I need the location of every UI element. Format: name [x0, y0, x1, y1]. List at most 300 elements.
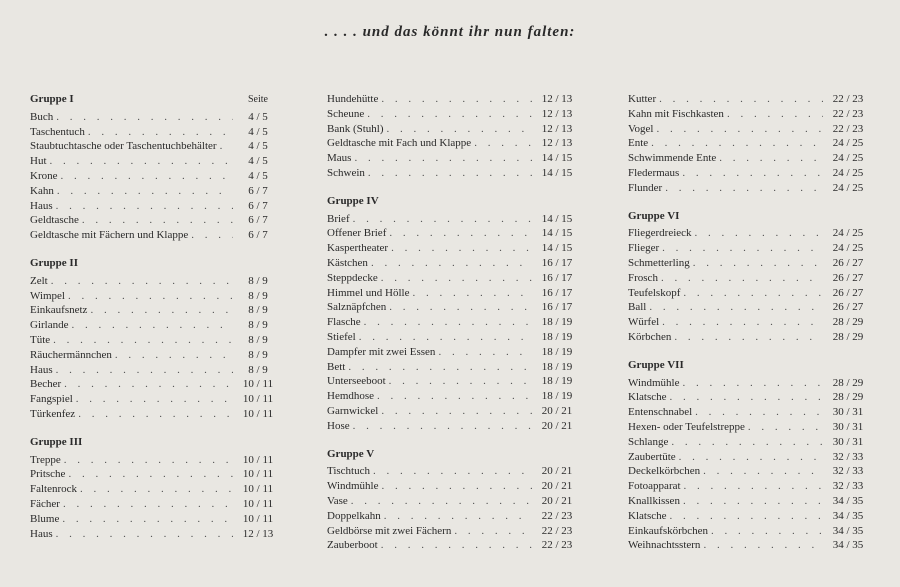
- index-entry: [628, 286, 870, 301]
- index-entry: [30, 213, 280, 228]
- entry-pages: 28 / 29: [832, 391, 864, 404]
- dot-leader: [693, 256, 823, 271]
- group-title: Gruppe VI: [628, 209, 680, 222]
- index-entry: [30, 139, 280, 154]
- index-entry: [30, 289, 280, 304]
- entry-pages: 12 / 13: [541, 122, 573, 135]
- entry-name: Kahn mit Fischkasten: [628, 107, 724, 120]
- entry-name: Bett: [327, 360, 346, 373]
- entry-pages: 34 / 35: [832, 524, 864, 537]
- index-entry: [628, 405, 870, 420]
- index-entry: [327, 315, 579, 330]
- dot-leader: [674, 330, 823, 345]
- dot-leader: [389, 226, 532, 241]
- index-entry: [30, 527, 280, 542]
- entry-pages: 20 / 21: [541, 404, 573, 417]
- entry-name: Windmühle: [327, 480, 379, 493]
- entry-pages: 18 / 19: [541, 390, 573, 403]
- dot-leader: [387, 122, 532, 137]
- entry-pages: 10 / 11: [242, 378, 274, 391]
- dot-leader: [71, 318, 233, 333]
- dot-leader: [57, 184, 233, 199]
- entry-pages: 22 / 23: [541, 524, 573, 537]
- index-entry: [30, 199, 280, 214]
- group-heading: [30, 435, 280, 450]
- group-heading: [628, 358, 870, 373]
- entry-name: Staubtuchtasche oder Taschentuchbehälter: [30, 140, 217, 153]
- entry-pages: 10 / 11: [242, 512, 274, 525]
- entry-pages: 18 / 19: [541, 345, 573, 358]
- dot-leader: [115, 348, 233, 363]
- entry-name: Haus: [30, 527, 53, 540]
- index-entry: [30, 184, 280, 199]
- entry-pages: 8 / 9: [248, 289, 268, 302]
- entry-name: Fliegerdreieck: [628, 227, 692, 240]
- entry-pages: 34 / 35: [832, 509, 864, 522]
- entry-name: Haus: [30, 363, 53, 376]
- index-entry: [628, 181, 870, 196]
- entry-pages: 18 / 19: [541, 316, 573, 329]
- dot-leader: [56, 527, 233, 542]
- index-entry: [628, 450, 870, 465]
- entry-name: Taschentuch: [30, 125, 85, 138]
- index-entry: [327, 226, 579, 241]
- index-entry: [327, 212, 579, 227]
- index-entry: [628, 136, 870, 151]
- entry-pages: 14 / 15: [541, 227, 573, 240]
- entry-name: Himmel und Hölle: [327, 286, 410, 299]
- dot-leader: [384, 509, 532, 524]
- dot-leader: [703, 538, 823, 553]
- entry-name: Frosch: [628, 271, 658, 284]
- group-heading: [327, 447, 579, 462]
- dot-leader: [351, 494, 532, 509]
- index-entry: [327, 479, 579, 494]
- index-entry: [327, 374, 579, 389]
- index-entry: [327, 300, 579, 315]
- index-entry: [30, 453, 280, 468]
- entry-name: Körbchen: [628, 330, 672, 343]
- entry-name: Schwein: [327, 166, 365, 179]
- index-entry: [327, 494, 579, 509]
- index-entry: [628, 271, 870, 286]
- entry-name: Unterseeboot: [327, 375, 386, 388]
- entry-name: Zauberboot: [327, 539, 378, 552]
- index-entry: [628, 166, 870, 181]
- entry-pages: 10 / 11: [242, 497, 274, 510]
- index-entry: [30, 392, 280, 407]
- seite-label: Seite: [248, 94, 268, 105]
- entry-name: Brief: [327, 212, 350, 225]
- entry-name: Wimpel: [30, 289, 65, 302]
- entry-name: Pritsche: [30, 468, 66, 481]
- entry-name: Tüte: [30, 333, 51, 346]
- entry-pages: 12 / 13: [242, 527, 274, 540]
- index-entry: [327, 286, 579, 301]
- dot-leader: [695, 226, 823, 241]
- dot-leader: [474, 136, 532, 151]
- dot-leader: [353, 212, 532, 227]
- entry-pages: 6 / 7: [248, 184, 268, 197]
- entry-name: Kutter: [628, 93, 657, 105]
- index-entry: [327, 271, 579, 286]
- dot-leader: [78, 407, 233, 422]
- index-entry: [628, 151, 870, 166]
- entry-pages: 20 / 21: [541, 419, 573, 432]
- entry-pages: 12 / 13: [541, 93, 573, 105]
- entry-name: Geldtasche: [30, 214, 79, 227]
- entry-name: Schwimmende Ente: [628, 152, 717, 165]
- index-entry: [628, 122, 870, 137]
- dot-leader: [389, 300, 532, 315]
- entry-name: Hundehütte: [327, 93, 379, 105]
- index-entry: [30, 333, 280, 348]
- page-title: . . . . und das könnt ihr nun falten:: [324, 24, 576, 40]
- entry-pages: 8 / 9: [248, 274, 268, 287]
- index-entry: [628, 524, 870, 539]
- entry-pages: 26 / 27: [832, 301, 864, 314]
- dot-leader: [649, 300, 823, 315]
- entry-pages: 22 / 23: [541, 539, 573, 552]
- index-entry: [628, 315, 870, 330]
- dot-leader: [80, 482, 233, 497]
- entry-pages: 8 / 9: [248, 304, 268, 317]
- dot-leader: [348, 360, 532, 375]
- index-column-1: [30, 92, 280, 541]
- entry-name: Kästchen: [327, 256, 368, 269]
- entry-pages: 16 / 17: [541, 256, 573, 269]
- dot-leader: [191, 228, 233, 243]
- index-entry: [628, 479, 870, 494]
- group-title: Gruppe V: [327, 447, 375, 460]
- entry-pages: 24 / 25: [832, 242, 864, 255]
- index-entry: [30, 228, 280, 243]
- dot-leader: [62, 512, 233, 527]
- dot-leader: [371, 256, 532, 271]
- dot-leader: [682, 166, 823, 181]
- entry-pages: 8 / 9: [248, 319, 268, 332]
- entry-pages: 34 / 35: [832, 539, 864, 552]
- index-entry: [30, 110, 280, 125]
- dot-leader: [354, 151, 532, 166]
- dot-leader: [683, 494, 823, 509]
- index-entry: [30, 512, 280, 527]
- dot-leader: [68, 467, 233, 482]
- entry-name: Hemdhose: [327, 390, 375, 403]
- index-entry: [327, 404, 579, 419]
- dot-leader: [669, 509, 823, 524]
- entry-pages: 24 / 25: [832, 166, 864, 179]
- index-entry: [30, 125, 280, 140]
- index-entry: [30, 467, 280, 482]
- entry-pages: 4 / 5: [248, 140, 268, 153]
- index-entry: [327, 166, 579, 181]
- dot-leader: [61, 169, 234, 184]
- entry-pages: 24 / 25: [832, 181, 864, 194]
- group-title: Gruppe II: [30, 256, 78, 269]
- entry-name: Schlange: [628, 435, 669, 448]
- dot-leader: [76, 392, 233, 407]
- entry-name: Offener Brief: [327, 227, 387, 240]
- dot-leader: [68, 289, 233, 304]
- entry-pages: 30 / 31: [832, 420, 864, 433]
- dot-leader: [56, 199, 233, 214]
- index-entry: [30, 348, 280, 363]
- group-heading: [628, 209, 870, 224]
- entry-pages: 10 / 11: [242, 468, 274, 481]
- dot-leader: [703, 464, 823, 479]
- dot-leader: [373, 464, 532, 479]
- entry-pages: 32 / 33: [832, 465, 864, 478]
- entry-name: Türkenfez: [30, 407, 76, 420]
- entry-pages: 22 / 23: [832, 122, 864, 135]
- index-entry: [628, 226, 870, 241]
- entry-name: Fächer: [30, 497, 60, 510]
- dot-leader: [665, 181, 823, 196]
- entry-name: Faltenrock: [30, 483, 78, 496]
- dot-leader: [391, 241, 532, 256]
- index-entry: [327, 524, 579, 539]
- dot-leader: [661, 271, 823, 286]
- entry-pages: 22 / 23: [541, 509, 573, 522]
- entry-name: Tischtuch: [327, 465, 370, 478]
- entry-name: Einkaufskörbchen: [628, 524, 709, 537]
- entry-name: Fangspiel: [30, 393, 73, 406]
- entry-pages: 12 / 13: [541, 107, 573, 120]
- dot-leader: [220, 139, 233, 154]
- entry-pages: 10 / 11: [242, 407, 274, 420]
- index-entry: [327, 345, 579, 360]
- index-entry: [30, 377, 280, 392]
- index-entry: [327, 107, 579, 122]
- dot-leader: [381, 92, 532, 107]
- index-entry: [327, 136, 579, 151]
- entry-pages: 32 / 33: [832, 450, 864, 463]
- entry-pages: 34 / 35: [832, 494, 864, 507]
- entry-name: Blume: [30, 512, 60, 525]
- dot-leader: [413, 286, 533, 301]
- dot-leader: [50, 154, 234, 169]
- entry-pages: 26 / 27: [832, 256, 864, 269]
- dot-leader: [656, 122, 823, 137]
- dot-leader: [364, 315, 532, 330]
- index-entry: [628, 464, 870, 479]
- entry-pages: 4 / 5: [248, 125, 268, 138]
- entry-pages: 4 / 5: [248, 110, 268, 123]
- index-entry: [327, 256, 579, 271]
- dot-leader: [56, 363, 233, 378]
- index-entry: [30, 169, 280, 184]
- entry-name: Zaubertüte: [628, 450, 676, 463]
- entry-name: Vase: [327, 494, 348, 507]
- entry-name: Becher: [30, 378, 62, 391]
- entry-pages: 20 / 21: [541, 494, 573, 507]
- dot-leader: [90, 303, 233, 318]
- dot-leader: [719, 151, 823, 166]
- entry-name: Kaspertheater: [327, 242, 389, 255]
- index-entry: [628, 390, 870, 405]
- entry-name: Hut: [30, 155, 47, 168]
- dot-leader: [389, 374, 532, 389]
- entry-name: Kahn: [30, 184, 54, 197]
- entry-name: Flieger: [628, 242, 660, 255]
- index-entry: [30, 363, 280, 378]
- entry-pages: 32 / 33: [832, 480, 864, 493]
- index-entry: [327, 151, 579, 166]
- entry-pages: 22 / 23: [832, 93, 864, 105]
- entry-name: Windmühle: [628, 376, 680, 389]
- entry-name: Doppelkahn: [327, 509, 381, 522]
- index-entry: [327, 389, 579, 404]
- entry-pages: 6 / 7: [248, 214, 268, 227]
- entry-name: Maus: [327, 152, 352, 165]
- entry-name: Ball: [628, 301, 647, 314]
- entry-pages: 16 / 17: [541, 301, 573, 314]
- entry-pages: 4 / 5: [248, 169, 268, 182]
- index-column-3: [628, 92, 870, 553]
- entry-pages: 16 / 17: [541, 286, 573, 299]
- dot-leader: [64, 453, 233, 468]
- dot-leader: [683, 376, 824, 391]
- dot-leader: [88, 125, 233, 140]
- index-entry: [628, 494, 870, 509]
- index-entry: [327, 464, 579, 479]
- entry-pages: 10 / 11: [242, 453, 274, 466]
- entry-pages: 16 / 17: [541, 271, 573, 284]
- group-title: Gruppe I: [30, 93, 74, 105]
- dot-leader: [671, 435, 823, 450]
- entry-name: Räuchermännchen: [30, 348, 112, 361]
- entry-pages: 8 / 9: [248, 348, 268, 361]
- dot-leader: [56, 110, 233, 125]
- entry-pages: 14 / 15: [541, 242, 573, 255]
- entry-pages: 24 / 25: [832, 137, 864, 150]
- entry-name: Steppdecke: [327, 271, 378, 284]
- entry-name: Geldtasche mit Fach und Klappe: [327, 137, 472, 150]
- entry-pages: 10 / 11: [242, 483, 274, 496]
- dot-leader: [711, 524, 823, 539]
- entry-pages: 30 / 31: [832, 406, 864, 419]
- entry-pages: 6 / 7: [248, 199, 268, 212]
- dot-leader: [695, 405, 823, 420]
- dot-leader: [662, 315, 823, 330]
- entry-name: Klatsche: [628, 509, 667, 522]
- entry-pages: 18 / 19: [541, 360, 573, 373]
- entry-pages: 30 / 31: [832, 435, 864, 448]
- dot-leader: [679, 450, 823, 465]
- index-entry: [628, 241, 870, 256]
- entry-pages: 14 / 15: [541, 212, 573, 225]
- index-entry: [327, 509, 579, 524]
- entry-name: Flunder: [628, 181, 663, 194]
- entry-name: Dampfer mit zwei Essen: [327, 345, 436, 358]
- entry-name: Haus: [30, 199, 53, 212]
- entry-name: Fotoapparat: [628, 480, 681, 493]
- group-heading: [327, 194, 579, 209]
- entry-pages: 28 / 29: [832, 376, 864, 389]
- entry-name: Geldbörse mit zwei Fächern: [327, 524, 452, 537]
- entry-pages: 26 / 27: [832, 271, 864, 284]
- entry-pages: 24 / 25: [832, 227, 864, 240]
- entry-name: Scheune: [327, 107, 365, 120]
- entry-name: Stiefel: [327, 330, 356, 343]
- entry-pages: 8 / 9: [248, 333, 268, 346]
- dot-leader: [367, 107, 532, 122]
- index-entry: [628, 107, 870, 122]
- dot-leader: [377, 389, 532, 404]
- dot-leader: [659, 92, 823, 107]
- entry-pages: 8 / 9: [248, 363, 268, 376]
- index-column-2: [327, 92, 579, 553]
- entry-name: Teufelskopf: [628, 286, 681, 299]
- entry-name: Girlande: [30, 319, 69, 332]
- dot-leader: [684, 479, 823, 494]
- dot-leader: [748, 420, 823, 435]
- entry-name: Zelt: [30, 274, 48, 287]
- index-entry: [628, 92, 870, 107]
- entry-pages: 20 / 21: [541, 465, 573, 478]
- index-entry: [628, 300, 870, 315]
- index-entry: [628, 435, 870, 450]
- entry-pages: 22 / 23: [832, 107, 864, 120]
- entry-name: Krone: [30, 169, 58, 182]
- index-entry: [30, 303, 280, 318]
- dot-leader: [82, 213, 233, 228]
- entry-name: Garnwickel: [327, 404, 379, 417]
- index-entry: [628, 538, 870, 553]
- entry-name: Salznäpfchen: [327, 301, 387, 314]
- entry-name: Vogel: [628, 122, 654, 135]
- dot-leader: [381, 271, 532, 286]
- index-entry: [628, 256, 870, 271]
- entry-name: Fledermaus: [628, 166, 680, 179]
- index-entry: [327, 419, 579, 434]
- dot-leader: [359, 330, 532, 345]
- entry-name: Ente: [628, 137, 649, 150]
- dot-leader: [381, 538, 532, 553]
- entry-name: Flasche: [327, 316, 361, 329]
- entry-pages: 14 / 15: [541, 166, 573, 179]
- index-entry: [327, 360, 579, 375]
- dot-leader: [381, 404, 532, 419]
- dot-leader: [63, 497, 233, 512]
- entry-pages: 4 / 5: [248, 155, 268, 168]
- entry-pages: 26 / 27: [832, 286, 864, 299]
- index-entry: [628, 376, 870, 391]
- entry-pages: 6 / 7: [248, 229, 268, 242]
- entry-pages: 18 / 19: [541, 375, 573, 388]
- dot-leader: [51, 274, 233, 289]
- entry-pages: 10 / 11: [242, 393, 274, 406]
- entry-name: Knallkissen: [628, 494, 680, 507]
- index-entry: [327, 538, 579, 553]
- index-entry: [327, 241, 579, 256]
- index-entry: [628, 509, 870, 524]
- group-title: Gruppe III: [30, 435, 83, 448]
- entry-name: Entenschnabel: [628, 406, 693, 419]
- entry-name: Hexen- oder Teufelstreppe: [628, 420, 745, 433]
- entry-name: Einkaufsnetz: [30, 304, 88, 317]
- index-entry: [327, 122, 579, 137]
- index-entry: [327, 330, 579, 345]
- dot-leader: [53, 333, 233, 348]
- entry-name: Hose: [327, 419, 350, 432]
- entry-pages: 28 / 29: [832, 330, 864, 343]
- entry-name: Deckelkörbchen: [628, 465, 701, 478]
- dot-leader: [669, 390, 823, 405]
- group-title: Gruppe IV: [327, 194, 379, 207]
- entry-pages: 24 / 25: [832, 152, 864, 165]
